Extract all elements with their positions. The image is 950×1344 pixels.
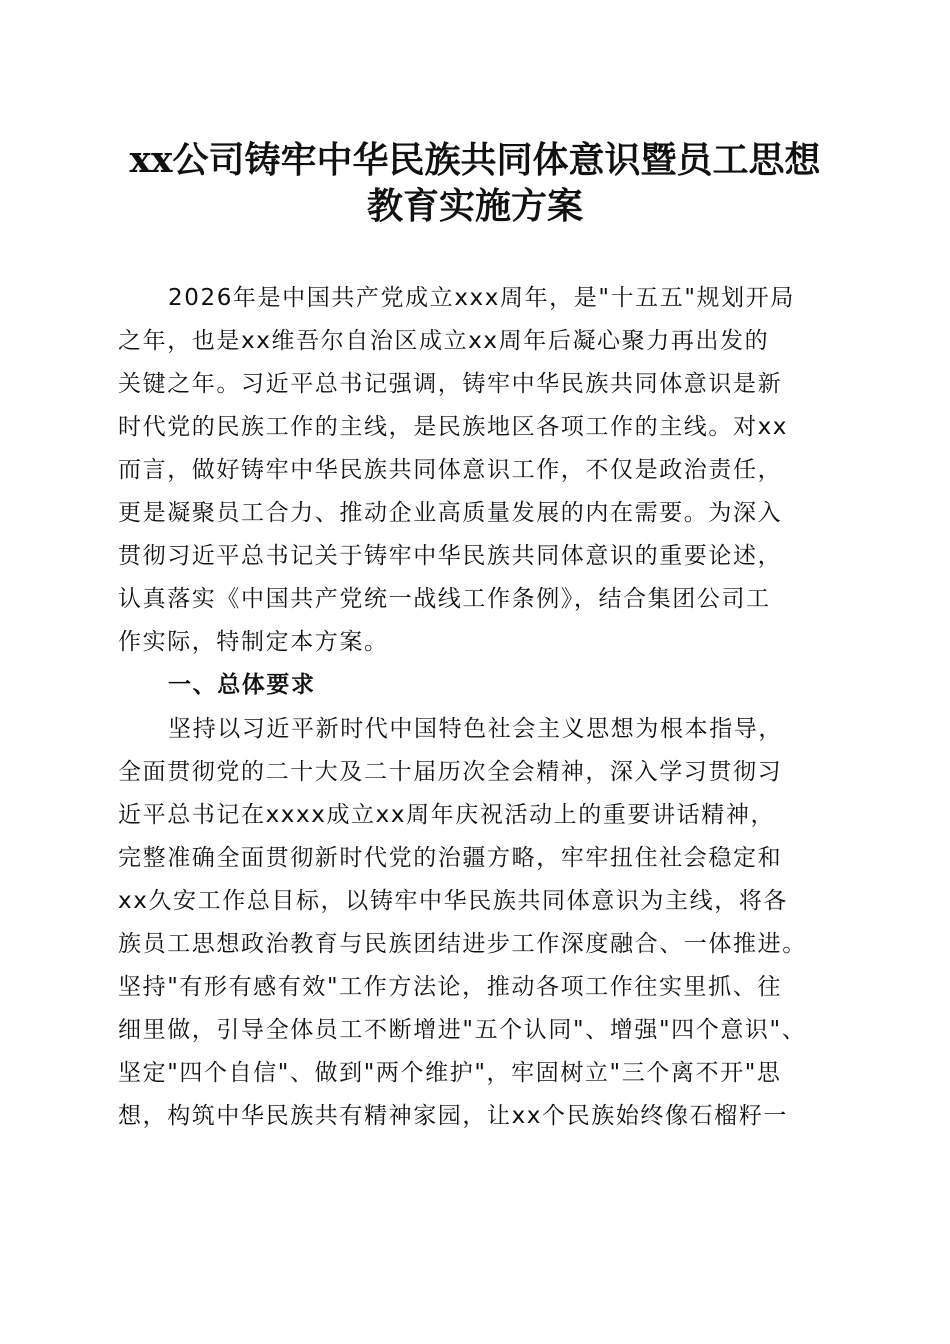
intro-line: 关键之年。习近平总书记强调，铸牢中华民族共同体意识是新 <box>118 371 783 397</box>
intro-line: 作实际，特制定本方案。 <box>118 629 389 655</box>
section-line: 坚定"四个自信"、做到"两个维护"，牢固树立"三个离不开"思 <box>118 1060 782 1086</box>
intro-line: 2026年是中国共产党成立xxx周年，是"十五五"规划开局 <box>168 285 795 311</box>
section-line: 想，构筑中华民族共有精神家园，让xx个民族始终像石榴籽一 <box>118 1103 789 1129</box>
section-line: 坚持以习近平新时代中国特色社会主义思想为根本指导， <box>168 716 783 742</box>
intro-line: 而言，做好铸牢中华民族共同体意识工作，不仅是政治责任， <box>118 457 783 483</box>
section-line: 完整准确全面贯彻新时代党的治疆方略，牢牢扭住社会稳定和 <box>118 845 783 871</box>
section-line: 坚持"有形有感有效"工作方法论，推动各项工作往实里抓、往 <box>118 974 782 1000</box>
document-title-line-1: xx公司铸牢中华民族共同体意识暨员工思想 <box>129 139 821 181</box>
intro-line: 贯彻习近平总书记关于铸牢中华民族共同体意识的重要论述， <box>118 543 783 569</box>
section-line: xx久安工作总目标，以铸牢中华民族共同体意识为主线，将各 <box>118 888 789 914</box>
section-line: 近平总书记在xxxx成立xx周年庆祝活动上的重要讲话精神， <box>118 802 776 828</box>
intro-line: 更是凝聚员工合力、推动企业高质量发展的内在需要。为深入 <box>118 500 783 526</box>
intro-line: 时代党的民族工作的主线，是民族地区各项工作的主线。对xx <box>118 414 789 440</box>
section-line: 族员工思想政治教育与民族团结进步工作深度融合、一体推进。 <box>118 931 807 957</box>
section-line: 全面贯彻党的二十大及二十届历次全会精神，深入学习贯彻习 <box>118 759 783 785</box>
document-title-line-2: 教育实施方案 <box>366 185 583 227</box>
intro-line: 之年，也是xx维吾尔自治区成立xx周年后凝心聚力再出发的 <box>118 328 770 354</box>
section-heading: 一、总体要求 <box>168 672 316 698</box>
section-line: 细里做，引导全体员工不断增进"五个认同"、增强"四个意识"、 <box>118 1017 807 1043</box>
intro-line: 认真落实《中国共产党统一战线工作条例》，结合集团公司工 <box>118 586 771 612</box>
